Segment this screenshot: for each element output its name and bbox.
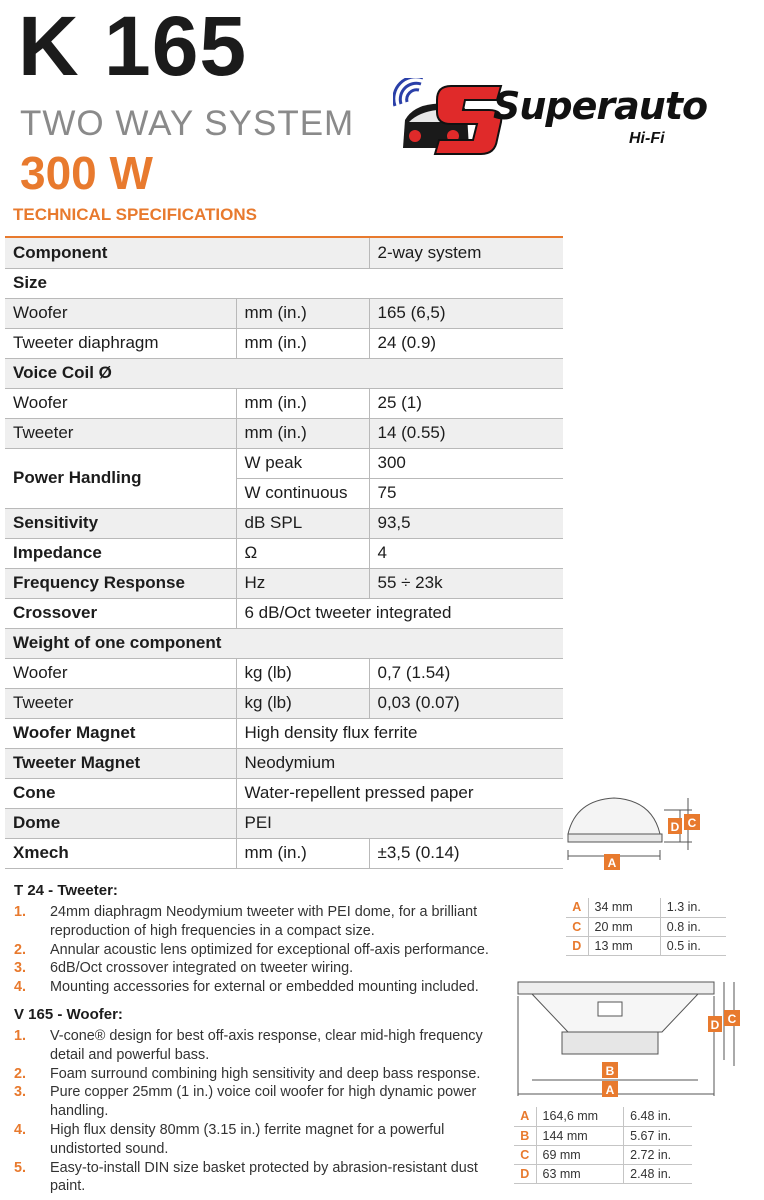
tweeter-dim-label-c: C [687,816,697,830]
spec-row [5,688,563,718]
feature-item [14,1065,496,1084]
spec-label: Xmech [5,838,236,868]
spec-label: Sensitivity [5,508,236,538]
feature-text: High flux density 80mm (3.15 in.) ferrite magnet for a powerful undistorted sound. [50,1121,445,1157]
spec-label: Woofer [5,658,236,688]
spec-row [5,298,563,328]
dimension-key: C [566,917,588,936]
spec-unit: mm (in.) [236,328,369,358]
spec-unit: kg (lb) [236,658,369,688]
spec-value: Water-repellent pressed paper [236,778,563,808]
dimension-key: A [566,898,588,917]
spec-label: Frequency Response [5,568,236,598]
spec-row [5,838,563,868]
spec-value: 75 [369,478,563,508]
spec-unit: W peak [236,448,369,478]
tweeter-section-heading: T 24 - Tweeter: [14,882,118,899]
feature-text: 6dB/Oct crossover integrated on tweeter wiring. [50,960,354,977]
spec-label: Tweeter Magnet [5,748,236,778]
spec-value: 0,7 (1.54) [369,658,563,688]
spec-unit: dB SPL [236,508,369,538]
brand-tagline: Hi-Fi [629,130,665,147]
dimension-row [514,1145,692,1164]
spec-row [5,748,563,778]
spec-label: Power Handling [5,448,236,508]
feature-number: 2. [14,941,27,958]
spec-label: Component [5,238,369,268]
dimension-in: 1.3 in. [660,898,726,917]
spec-label: Tweeter diaphragm [5,328,236,358]
spec-label: Tweeter [5,688,236,718]
spec-row [5,418,563,448]
spec-label: Tweeter [5,418,236,448]
feature-number: 4. [14,1121,27,1138]
spec-row [5,238,563,268]
dimension-in: 0.5 in. [660,936,726,955]
dimension-mm: 69 mm [536,1145,624,1164]
dimension-in: 2.48 in. [624,1164,692,1183]
spec-value: 93,5 [369,508,563,538]
woofer-dim-label-b: B [605,1064,615,1078]
spec-row [5,658,563,688]
dimension-row [566,917,726,936]
tweeter-dim-label-d: D [670,820,680,834]
dimension-mm: 20 mm [588,917,660,936]
dimension-mm: 63 mm [536,1164,624,1183]
feature-item [14,1121,496,1159]
spec-label: Woofer [5,298,236,328]
dimension-row [514,1126,692,1145]
spec-row [5,328,563,358]
spec-row [5,568,563,598]
woofer-feature-list [14,1027,496,1196]
tweeter-dim-label-a: A [607,856,617,870]
feature-item [14,978,496,997]
spec-value: 300 [369,448,563,478]
spec-row [5,448,563,478]
feature-number: 5. [14,1159,27,1176]
feature-item [14,1027,496,1065]
spec-value: 0,03 (0.07) [369,688,563,718]
spec-label: Dome [5,808,236,838]
tweeter-dimension-diagram [560,790,710,872]
dimension-mm: 164,6 mm [536,1107,624,1126]
woofer-dim-label-a: A [605,1083,615,1097]
spec-value: High density flux ferrite [236,718,563,748]
dimension-row [566,898,726,917]
woofer-dimension-diagram [512,976,748,1098]
spec-unit: mm (in.) [236,388,369,418]
spec-label: Woofer [5,388,236,418]
woofer-section-heading: V 165 - Woofer: [14,1006,123,1023]
model-title: K 165 [18,0,248,93]
spec-label: Crossover [5,598,236,628]
feature-text: 24mm diaphragm Neodymium tweeter with PEI dome, for a brilliant reproduction of high frequencies in a compact size. [50,904,478,939]
spec-row [5,508,563,538]
spec-value: 165 (6,5) [369,298,563,328]
tweeter-dimension-table [566,898,726,956]
feature-item [14,1083,496,1121]
power-rating: 300 W [20,147,153,199]
feature-item [14,1159,496,1197]
spec-value: 55 ÷ 23k [369,568,563,598]
feature-item [14,941,496,960]
dimension-in: 5.67 in. [624,1126,692,1145]
dimension-row [566,936,726,955]
spec-unit: Ω [236,538,369,568]
spec-label: Woofer Magnet [5,718,236,748]
spec-value: PEI [236,808,563,838]
spec-row [5,718,563,748]
spec-label: Voice Coil Ø [5,358,563,388]
spec-row [5,358,563,388]
feature-text: Pure copper 25mm (1 in.) voice coil woofer for high dynamic power handling. [50,1084,477,1120]
spec-row [5,598,563,628]
spec-value: ±3,5 (0.14) [369,838,563,868]
spec-label: Weight of one component [5,628,563,658]
spec-row [5,808,563,838]
feature-number: 3. [14,960,27,977]
spec-label: Cone [5,778,236,808]
dimension-in: 6.48 in. [624,1107,692,1126]
dimension-in: 2.72 in. [624,1145,692,1164]
dimension-key: A [514,1107,536,1126]
dimension-in: 0.8 in. [660,917,726,936]
dimension-row [514,1164,692,1183]
feature-number: 4. [14,979,27,996]
brand-name: Superauto [493,84,708,128]
dimension-row [514,1107,692,1126]
dimension-key: C [514,1145,536,1164]
feature-number: 1. [14,1028,27,1044]
woofer-dim-label-d: D [710,1018,720,1032]
woofer-dim-label-c: C [727,1012,737,1026]
technical-specifications-heading: TECHNICAL SPECIFICATIONS [13,205,257,224]
dimension-key: D [514,1164,536,1183]
spec-label: Impedance [5,538,236,568]
tweeter-feature-list [14,903,496,997]
spec-unit: mm (in.) [236,298,369,328]
feature-text: Mounting accessories for external or embedded mounting included. [50,979,479,996]
spec-row [5,628,563,658]
feature-number: 1. [14,904,27,920]
spec-value: 6 dB/Oct tweeter integrated [236,598,563,628]
system-subtitle: TWO WAY SYSTEM [20,104,355,143]
specifications-table [5,238,563,869]
superauto-logo [393,78,715,160]
dimension-mm: 34 mm [588,898,660,917]
feature-number: 2. [14,1065,27,1082]
feature-text: Foam surround combining high sensitivity and deep bass response. [50,1065,481,1082]
spec-row [5,268,563,298]
spec-unit: mm (in.) [236,838,369,868]
dimension-mm: 144 mm [536,1126,624,1145]
spec-value: Neodymium [236,748,563,778]
feature-text: V-cone® design for best off-axis response, clear mid-high frequency detail and powerful bass. [50,1028,483,1063]
feature-text: Easy-to-install DIN size basket protected by abrasion-resistant dust paint. [50,1159,478,1195]
dimension-key: B [514,1126,536,1145]
feature-text: Annular acoustic lens optimized for exceptional off-axis performance. [50,941,489,958]
spec-label: Size [5,268,563,298]
spec-row [5,538,563,568]
spec-value: 24 (0.9) [369,328,563,358]
feature-number: 3. [14,1084,27,1101]
spec-value: 25 (1) [369,388,563,418]
spec-value: 2-way system [369,238,563,268]
spec-unit: mm (in.) [236,418,369,448]
spec-row [5,778,563,808]
spec-value: 14 (0.55) [369,418,563,448]
feature-item [14,903,496,941]
dimension-key: D [566,936,588,955]
spec-unit: Hz [236,568,369,598]
woofer-dimension-table [514,1107,692,1184]
spec-value: 4 [369,538,563,568]
dimension-mm: 13 mm [588,936,660,955]
spec-unit: W continuous [236,478,369,508]
spec-row [5,388,563,418]
spec-unit: kg (lb) [236,688,369,718]
feature-item [14,959,496,978]
